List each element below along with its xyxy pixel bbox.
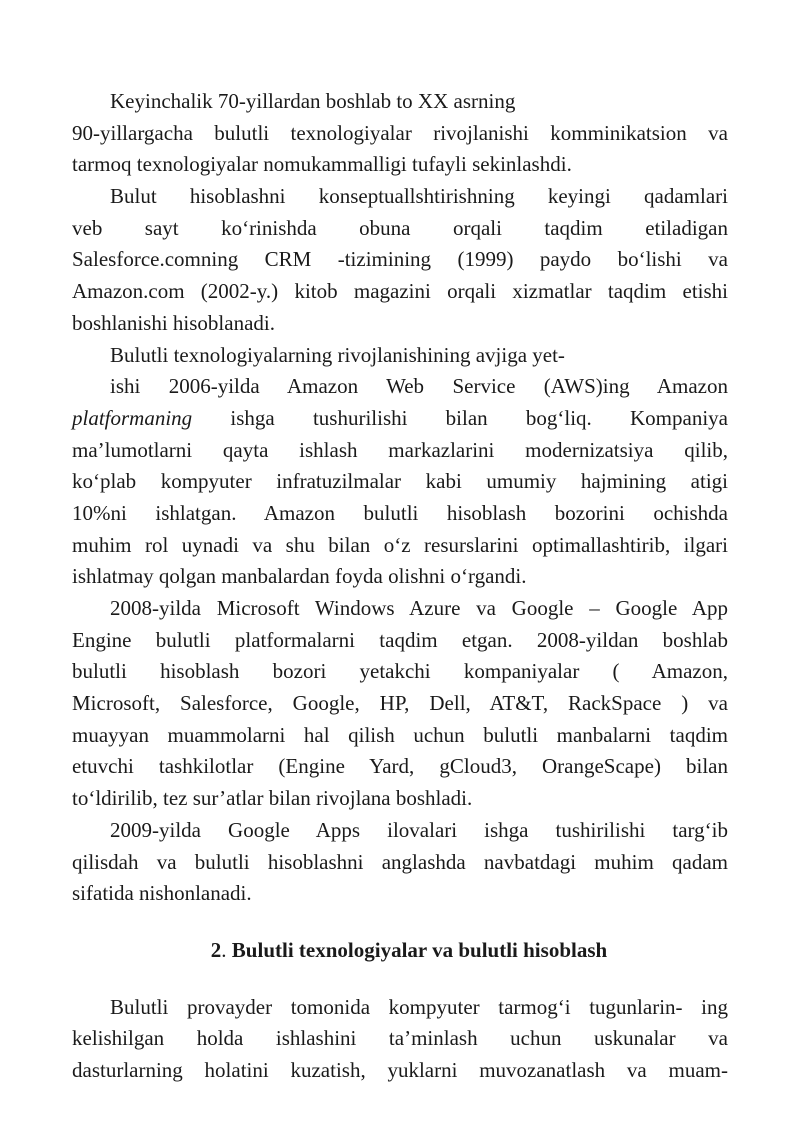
text-line: Microsoft, Salesforce, Google, HP, Dell, AT&T, RackSpace ) va bbox=[72, 691, 728, 716]
text-line: ishlatmay qolgan manbalardan foyda olishni o‘rgandi. bbox=[72, 564, 527, 589]
italic-term: platformaning bbox=[72, 405, 193, 430]
text-line: qilisdah va bulutli hisoblashni anglashda navbatdagi muhim qadam bbox=[72, 849, 728, 874]
text-line: Bulutli texnologiyalarning rivojlanishining avjiga yet- bbox=[110, 342, 565, 367]
text-line: ishi 2006-yilda Amazon Web Service (AWS)ing Amazon bbox=[110, 374, 728, 399]
text-line-italic bbox=[72, 403, 728, 435]
section-number-dot: . bbox=[221, 937, 227, 962]
text-line: dasturlarning holatini kuzatish, yuklarni muvozanatlash va muam- bbox=[72, 1057, 728, 1082]
text-line: kelishilgan holda ishlashini ta’minlash uchun uskunalar va bbox=[72, 1026, 728, 1051]
text-line: sifatida nishonlanadi. bbox=[72, 881, 252, 906]
text-line: Keyinchalik 70-yillardan boshlab to XX asrning bbox=[110, 89, 516, 113]
text-line: Engine bulutli platformalarni taqdim etgan. 2008-yildan boshlab bbox=[72, 627, 728, 652]
text-line: muayyan muammolarni hal qilish uchun bulutli manbalarni taqdim bbox=[72, 722, 728, 747]
section-heading bbox=[72, 935, 728, 967]
text-line: Bulut hisoblashni konseptuallshtirishning keyingi qadamlari bbox=[110, 184, 728, 209]
text-line: 2009-yilda Google Apps ilovalari ishga tushirilishi targ‘ib bbox=[110, 817, 728, 842]
paragraph-4 bbox=[72, 593, 728, 815]
text-line: Salesforce.comning CRM -tizimining (1999) paydo bo‘lishi va bbox=[72, 247, 728, 272]
paragraph-3 bbox=[72, 340, 728, 594]
section-number: 2 bbox=[210, 937, 222, 962]
section-title: Bulutli texnologiyalar va bulutli hisoblash bbox=[226, 937, 608, 962]
paragraph-2 bbox=[72, 181, 728, 339]
text-line: 90-yillargacha bulutli texnologiyalar rivojlanishi komminikatsion va bbox=[72, 120, 728, 145]
text-line: muhim rol uynadi va shu bilan o‘z resurslarini optimallashtirib, ilgari bbox=[72, 532, 728, 557]
text-span: ishga tushurilishi bilan bog‘liq. Kompaniya bbox=[192, 405, 728, 430]
text-line: bulutli hisoblash bozori yetakchi kompaniyalar ( Amazon, bbox=[72, 659, 728, 684]
text-line: etuvchi tashkilotlar (Engine Yard, gCloud3, OrangeScape) bilan bbox=[72, 754, 728, 779]
text-line: ma’lumotlarni qayta ishlash markazlarini modernizatsiya qilib, bbox=[72, 437, 728, 462]
text-line: 2008-yilda Microsoft Windows Azure va Google – Google App bbox=[110, 596, 728, 620]
text-line: 10%ni ishlatgan. Amazon bulutli hisoblash bozorini ochishda bbox=[72, 500, 728, 525]
text-line: to‘ldirilib, tez sur’atlar bilan rivojlana boshladi. bbox=[72, 786, 473, 811]
spacer bbox=[72, 967, 728, 992]
paragraph-5 bbox=[72, 815, 728, 910]
text-line: Bulutli provayder tomonida kompyuter tarmog‘i tugunlarin- ing bbox=[110, 994, 728, 1019]
paragraph-6 bbox=[72, 992, 728, 1087]
document-page bbox=[72, 86, 728, 1087]
text-line: boshlanishi hisoblanadi. bbox=[72, 310, 275, 335]
paragraph-1 bbox=[72, 86, 728, 181]
text-line: ko‘plab kompyuter infratuzilmalar kabi umumiy hajmining atigi bbox=[72, 469, 728, 494]
text-line: veb sayt ko‘rinishda obuna orqali taqdim etiladigan bbox=[72, 215, 728, 240]
text-line: Amazon.com (2002-y.) kitob magazini orqali xizmatlar taqdim etishi bbox=[72, 279, 728, 304]
spacer bbox=[72, 910, 728, 935]
text-line: tarmoq texnologiyalar nomukammalligi tufayli sekinlashdi. bbox=[72, 152, 572, 177]
